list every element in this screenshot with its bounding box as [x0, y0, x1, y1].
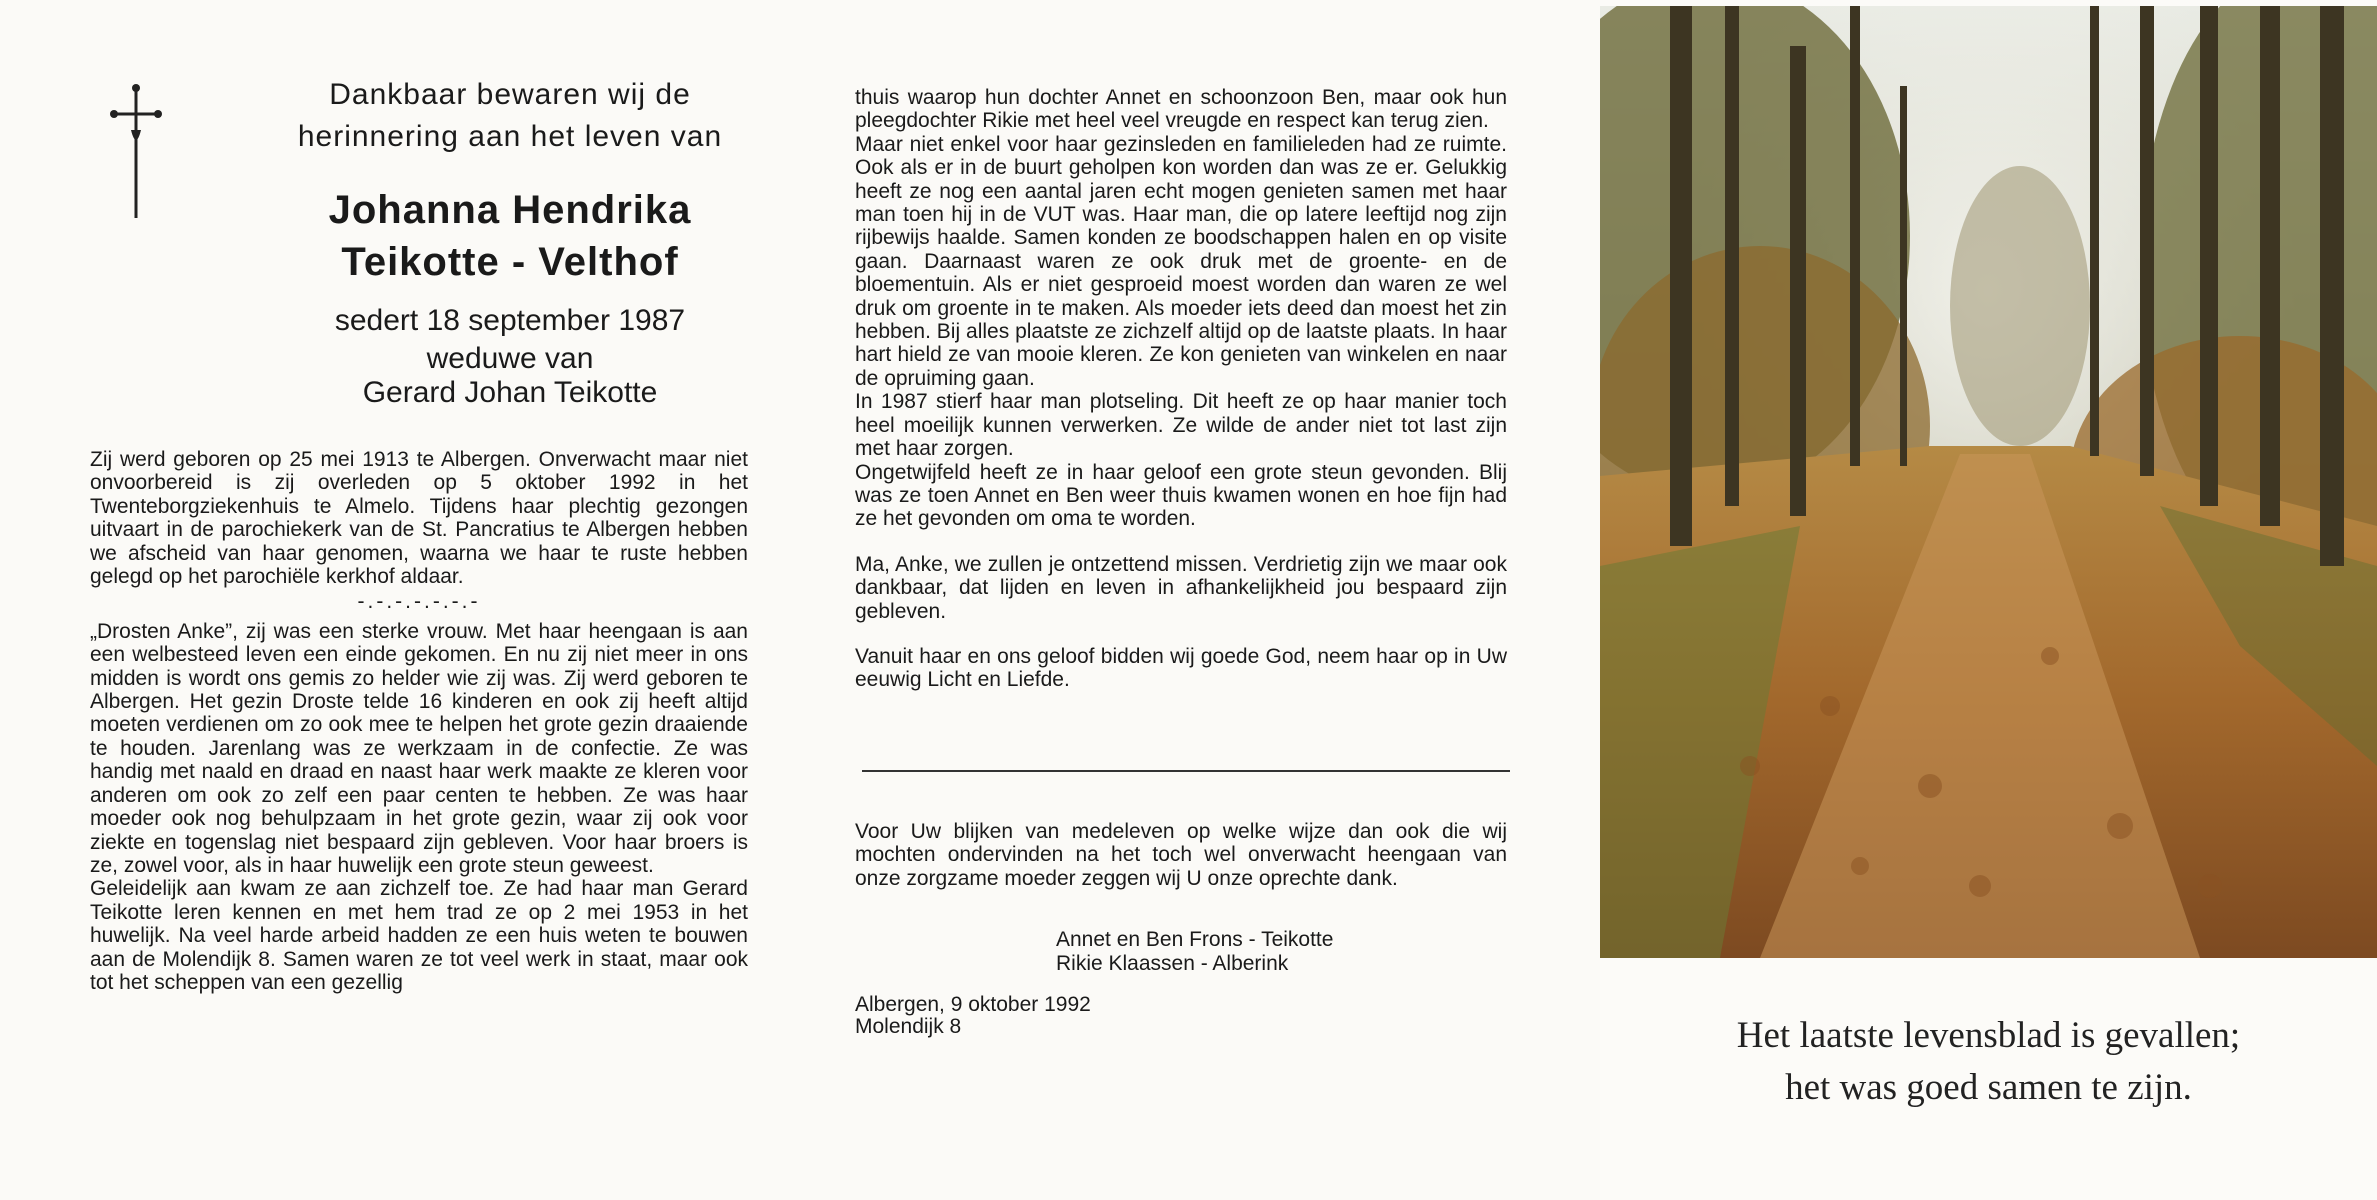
- cross-icon: [108, 80, 164, 220]
- biography-paragraph: Ongetwijfeld heeft ze in haar geloof een grote steun gevonden. Blij was ze toen Annet en Ben weer thuis kwamen wonen en hoe fijn had ze het gevonden om oma te worden.: [855, 460, 1507, 531]
- signers: [1056, 928, 1333, 976]
- thanks-paragraph: Voor Uw blijken van medeleven op welke wijze dan ook die wij mochten ondervinden na het toch wel onverwacht heengaan van onze zorgzame moeder zeggen wij U onze oprechte dank.: [855, 820, 1507, 890]
- biography-paragraph: Zij werd geboren op 25 mei 1913 te Albergen. Onverwacht maar niet onvoorbereid is zij overleden op 5 oktober 1992 in het Twenteborgziekenhuis te Almelo. Tijdens haar plechtig gezongen uitvaart in de parochiekerk van de St. Pancratius te Albergen hebben we afscheid van haar genomen, waarna we haar te ruste hebben gelegd op het parochiële kerkhof aldaar.: [90, 448, 748, 589]
- quote-line-2: het was goed samen te zijn.: [1785, 1067, 2192, 1108]
- intro-line-2: herinnering aan het leven van: [297, 120, 723, 153]
- biography-paragraph: Geleidelijk aan kwam ze aan zichzelf toe. Ze had haar man Gerard Teikotte leren kennen en met hem trad ze op 2 mei 1953 in het huwelijk. Na veel harde arbeid hadden ze een huis weten te bouwen aan de Molendijk 8. Samen waren ze tot veel werk in staat, maar ook tot het scheppen van een gezellig: [90, 877, 748, 994]
- intro-line-1: Dankbaar bewaren wij de: [329, 78, 691, 111]
- husband-name: Gerard Johan Teikotte: [362, 376, 658, 409]
- autumn-forest-path-photo: [1600, 6, 2377, 958]
- prayer-paragraph: Vanuit haar en ons geloof bidden wij goede God, neem haar op in Uw eeuwig Licht en Liefde.: [855, 644, 1507, 692]
- separator: -.-.-.-.-.-.-: [357, 590, 481, 614]
- biography-paragraph: „Drosten Anke”, zij was een sterke vrouw. Met haar heengaan is aan een welbesteed leven een einde gekomen. En nu zij niet meer in ons midden is wordt ons gemis zo helder wie zij was. Zij werd geboren te Albergen. Het gezin Droste telde 16 kinderen en ook zij heeft altijd moeten verdienen om zo ook mee te helpen het grote gezin draaiende te houden. Jarenlang was ze werkzaam in de confectie. Ze was handig met naald en draad en naast haar werk maakte ze kleren voor anderen om ook zo zelf een paar centen te hebben. Ze was haar moeder ook nog behulpzaam in het grote gezin, waar zij ook voor ziekte en togenslag niet bespaard zijn gebleven. Voor haar broers is ze, zowel voor, als in haar huwelijk een grote steun geweest.: [90, 619, 748, 877]
- widowed-since: sedert 18 september 1987: [334, 304, 686, 337]
- middle-body-text: [855, 86, 1507, 692]
- left-body-text: [90, 448, 748, 994]
- address: Molendijk 8: [855, 1015, 962, 1038]
- deceased-name-line-2: Teikotte - Velthof: [341, 240, 679, 284]
- widow-of-label: weduwe van: [426, 342, 594, 375]
- quote-line-1: Het laatste levensblad is gevallen;: [1736, 1015, 2241, 1056]
- signer-1: Annet en Ben Frons - Teikotte: [1056, 928, 1334, 951]
- divider-line: [862, 770, 1510, 772]
- place-date: Albergen, 9 oktober 1992: [855, 993, 1091, 1016]
- biography-paragraph: In 1987 stierf haar man plotseling. Dit heeft ze op haar manier toch heel moeilijk kunnen verwerken. Ze wilde de ander niet tot last zijn met haar zorgen.: [855, 390, 1507, 461]
- place-and-date: [855, 994, 1091, 1038]
- biography-paragraph: Maar niet enkel voor haar gezinsleden en familieleden had ze ruimte. Ook als er in de buurt geholpen kon worden dan was ze er. Gelukkig heeft ze nog een aantal jaren echt mogen genieten samen met haar man toen hij in de VUT was. Haar man, die op latere leeftijd nog zijn rijbewijs haalde. Samen konden ze boodschappen halen en op visite gaan. Daarnaast waren ze ook druk met de groente- en de bloementuin. Als er niet gesproeid moest worden dan waren ze wel druk om groente in te maken. Als moeder iets deed dan moest het zin hebben. Bij alles plaatste ze zichzelf altijd op de laatste plaats. In haar hart hield ze van mooie kleren. Ze kon genieten van winkelen en naar de opruiming gaan.: [855, 132, 1507, 390]
- farewell-paragraph: Ma, Anke, we zullen je ontzettend missen. Verdrietig zijn we maar ook dankbaar, dat lijden en leven in afhankelijkheid jou bespaard zijn gebleven.: [855, 552, 1507, 623]
- biography-paragraph: thuis waarop hun dochter Annet en schoonzoon Ben, maar ook hun pleegdochter Rikie met heel veel vreugde en respect kan terug zien.: [855, 86, 1507, 133]
- deceased-name-line-1: Johanna Hendrika: [328, 188, 692, 232]
- signer-2: Rikie Klaassen - Alberink: [1056, 952, 1289, 975]
